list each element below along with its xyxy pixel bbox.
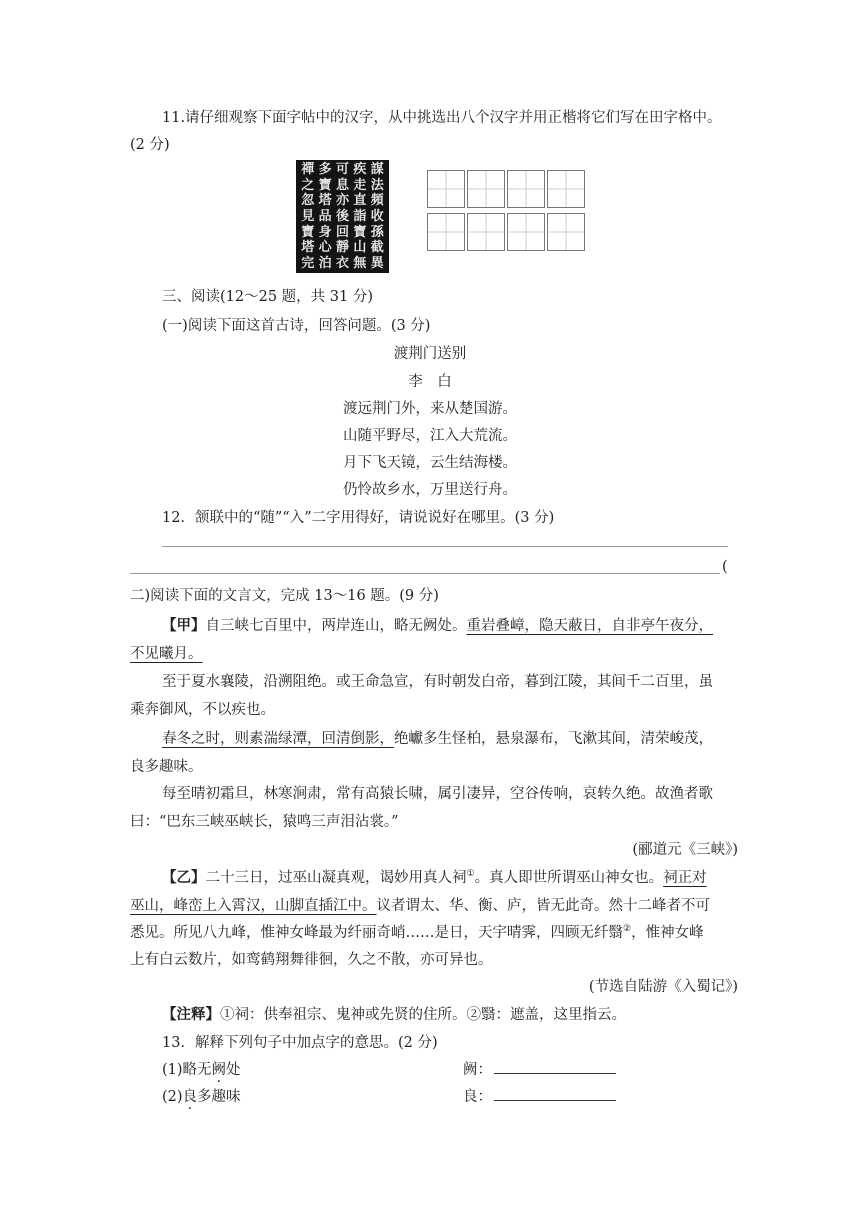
calligraphy-char: 截 xyxy=(370,240,384,256)
q13-item-2 xyxy=(162,1085,241,1106)
part2-intro: 二)阅读下面的文言文，完成 13～16 题。(9 分) xyxy=(130,588,439,604)
answer-label: 阙： xyxy=(463,1062,492,1078)
text-span: ，惟神女峰 xyxy=(631,925,704,941)
tianzige-row-2[interactable] xyxy=(427,213,585,251)
jia-para4: 每至晴初霜旦，林寒涧肃，常有高猿长啸，属引凄异，空谷传响，哀转久绝。故渔者歌 xyxy=(162,786,713,802)
jia-para1-cont: 不见曦月。 xyxy=(130,646,203,662)
poem-line: 仍怜故乡水，万里送行舟。 xyxy=(343,482,517,498)
calligraphy-char: 亦 xyxy=(335,193,349,209)
q12-tail: ( xyxy=(722,559,728,575)
calligraphy-column xyxy=(371,162,384,271)
q13-answer-1[interactable] xyxy=(463,1058,616,1079)
calligraphy-column xyxy=(319,162,332,271)
calligraphy-char: 無 xyxy=(353,255,367,271)
calligraphy-char: 謀 xyxy=(370,162,384,177)
poem-line: 山随平野尽，江入大荒流。 xyxy=(343,428,517,444)
yi-line3 xyxy=(130,921,704,942)
q13-stem: 13．解释下列句子中加点字的意思。(2 分) xyxy=(162,1035,438,1051)
q12-stem: 12．颔联中的“随”“入”二字用得好，请说说好在哪里。(3 分) xyxy=(162,510,555,526)
text-span: 多趣味 xyxy=(197,1089,241,1105)
q11-line1: 11.请仔细观察下面字帖中的汉字，从中挑选出八个汉字并用正楷将它们写在田字格中。 xyxy=(162,110,722,126)
jia-para2-cont: 乘奔御风，不以疾也。 xyxy=(130,702,275,718)
text-span: 。真人即世所谓巫山神女也。 xyxy=(474,870,664,886)
calligraphy-char: 身 xyxy=(318,224,332,240)
calligraphy-char: 泊 xyxy=(318,255,332,271)
answer-blank[interactable] xyxy=(494,1086,616,1101)
text-span: 二十三日，过巫山凝真观，谒妙用真人祠 xyxy=(205,870,467,886)
calligraphy-char: 直 xyxy=(353,193,367,209)
calligraphy-char: 之 xyxy=(301,177,315,193)
yi-line2 xyxy=(130,894,710,915)
jia-para3 xyxy=(162,727,713,748)
text-span: 绝巘多生怪柏，悬泉瀑布，飞漱其间，清荣峻茂， xyxy=(394,731,713,747)
jia-label: 【甲】 xyxy=(162,617,206,634)
calligraphy-column xyxy=(353,162,366,271)
underlined-text: 重岩叠嶂，隐天蔽日，自非亭午夜分， xyxy=(466,618,713,634)
dotted-char: 良 xyxy=(182,1089,198,1105)
calligraphy-column xyxy=(336,162,349,271)
calligraphy-char: 後 xyxy=(335,208,349,224)
jia-source: (郦道元《三峡》) xyxy=(632,842,738,858)
yi-line1 xyxy=(162,866,707,887)
note-label: 【注释】 xyxy=(162,1006,220,1023)
calligraphy-char: 寶 xyxy=(353,224,367,240)
calligraphy-char: 疾 xyxy=(353,162,367,177)
q13-answer-2[interactable] xyxy=(463,1085,616,1106)
calligraphy-char: 品 xyxy=(318,208,332,224)
text-span: 悉见。所见八九峰，惟神女峰最为纤丽奇峭……是日，天宇晴霁，四顾无纤翳 xyxy=(130,925,623,941)
answer-line[interactable] xyxy=(162,546,728,547)
answer-blank[interactable] xyxy=(494,1059,616,1074)
text-span: (2) xyxy=(162,1089,183,1105)
calligraphy-char: 塔 xyxy=(318,193,332,209)
tianzige-cell[interactable] xyxy=(427,170,465,208)
calligraphy-char: 禪 xyxy=(301,162,315,177)
q11-line2: (2 分) xyxy=(130,137,170,153)
underlined-text: 巫山，峰峦上入霄汉，山脚直插江中。 xyxy=(130,898,377,914)
poem-title: 渡荆门送别 xyxy=(393,346,467,362)
footnote xyxy=(162,1003,626,1024)
tianzige-cell[interactable] xyxy=(467,170,505,208)
calligraphy-char: 詣 xyxy=(353,208,367,224)
calligraphy-char: 頻 xyxy=(370,193,384,209)
calligraphy-char: 忽 xyxy=(301,193,315,209)
footnote-mark: ② xyxy=(623,924,632,935)
tianzige-cell[interactable] xyxy=(547,170,585,208)
poem-line: 月下飞天镜，云生结海楼。 xyxy=(343,455,517,471)
text-span: 议者谓太、华、衡、庐，皆无此奇。然十二峰者不可 xyxy=(376,898,710,914)
section-heading: 三、阅读(12～25 题，共 31 分) xyxy=(162,289,373,305)
calligraphy-char: 靜 xyxy=(335,240,349,256)
underlined-text: 祠正对 xyxy=(663,870,707,886)
footnote-mark: ① xyxy=(466,869,475,880)
text-span: (1)略无 xyxy=(162,1062,212,1078)
calligraphy-char: 孫 xyxy=(370,224,384,240)
calligraphy-char: 心 xyxy=(318,240,332,256)
tianzige-cell[interactable] xyxy=(547,213,585,251)
tianzige-cell[interactable] xyxy=(427,213,465,251)
calligraphy-char: 回 xyxy=(335,224,349,240)
underlined-text: 春冬之时，则素湍绿潭，回清倒影， xyxy=(162,731,394,747)
note-text: ①祠：供奉祖宗、鬼神或先贤的住所。②翳：遮盖，这里指云。 xyxy=(220,1007,626,1023)
yi-label: 【乙】 xyxy=(162,869,206,886)
calligraphy-char: 多 xyxy=(318,162,332,177)
q13-item-1 xyxy=(162,1058,241,1079)
jia-para2: 至于夏水襄陵，沿溯阻绝。或王命急宣，有时朝发白帝，暮到江陵，其间千二百里，虽 xyxy=(162,674,713,690)
calligraphy-char: 完 xyxy=(301,255,315,271)
tianzige-cell[interactable] xyxy=(467,213,505,251)
calligraphy-char: 異 xyxy=(370,255,384,271)
calligraphy-char: 寶 xyxy=(301,224,315,240)
tianzige-cell[interactable] xyxy=(507,170,545,208)
yi-line4: 上有白云数片，如鸾鹤翔舞徘徊，久之不散，亦可异也。 xyxy=(130,952,493,968)
calligraphy-char: 法 xyxy=(370,177,384,193)
calligraphy-rubbing-image xyxy=(296,160,389,273)
calligraphy-char: 山 xyxy=(353,240,367,256)
jia-para3-cont: 良多趣味。 xyxy=(130,759,203,775)
yi-source: (节选自陆游《入蜀记》) xyxy=(588,979,738,995)
jia-para4-cont: 曰：“巴东三峡巫峡长，猿鸣三声泪沾裳。” xyxy=(130,814,399,830)
tianzige-cell[interactable] xyxy=(507,213,545,251)
calligraphy-char: 衣 xyxy=(335,255,349,271)
dotted-char: 阙 xyxy=(211,1062,227,1078)
calligraphy-char: 息 xyxy=(335,177,349,193)
answer-line[interactable] xyxy=(130,573,720,574)
calligraphy-char: 塔 xyxy=(301,240,315,256)
text-span: 处 xyxy=(226,1062,241,1078)
text-span: 自三峡七百里中，两岸连山，略无阙处。 xyxy=(205,618,467,634)
calligraphy-column xyxy=(301,162,314,271)
tianzige-row-1[interactable] xyxy=(427,170,585,208)
poem-line: 渡远荆门外，来从楚国游。 xyxy=(343,401,517,417)
calligraphy-char: 走 xyxy=(353,177,367,193)
calligraphy-char: 寶 xyxy=(318,177,332,193)
answer-label: 良： xyxy=(463,1089,492,1105)
poem-author: 李 白 xyxy=(408,374,452,390)
jia-para1 xyxy=(162,614,713,635)
calligraphy-char: 可 xyxy=(335,162,349,177)
calligraphy-char: 見 xyxy=(301,208,315,224)
calligraphy-char: 收 xyxy=(370,208,384,224)
part1-intro: (一)阅读下面这首古诗，回答问题。(3 分) xyxy=(162,318,431,334)
